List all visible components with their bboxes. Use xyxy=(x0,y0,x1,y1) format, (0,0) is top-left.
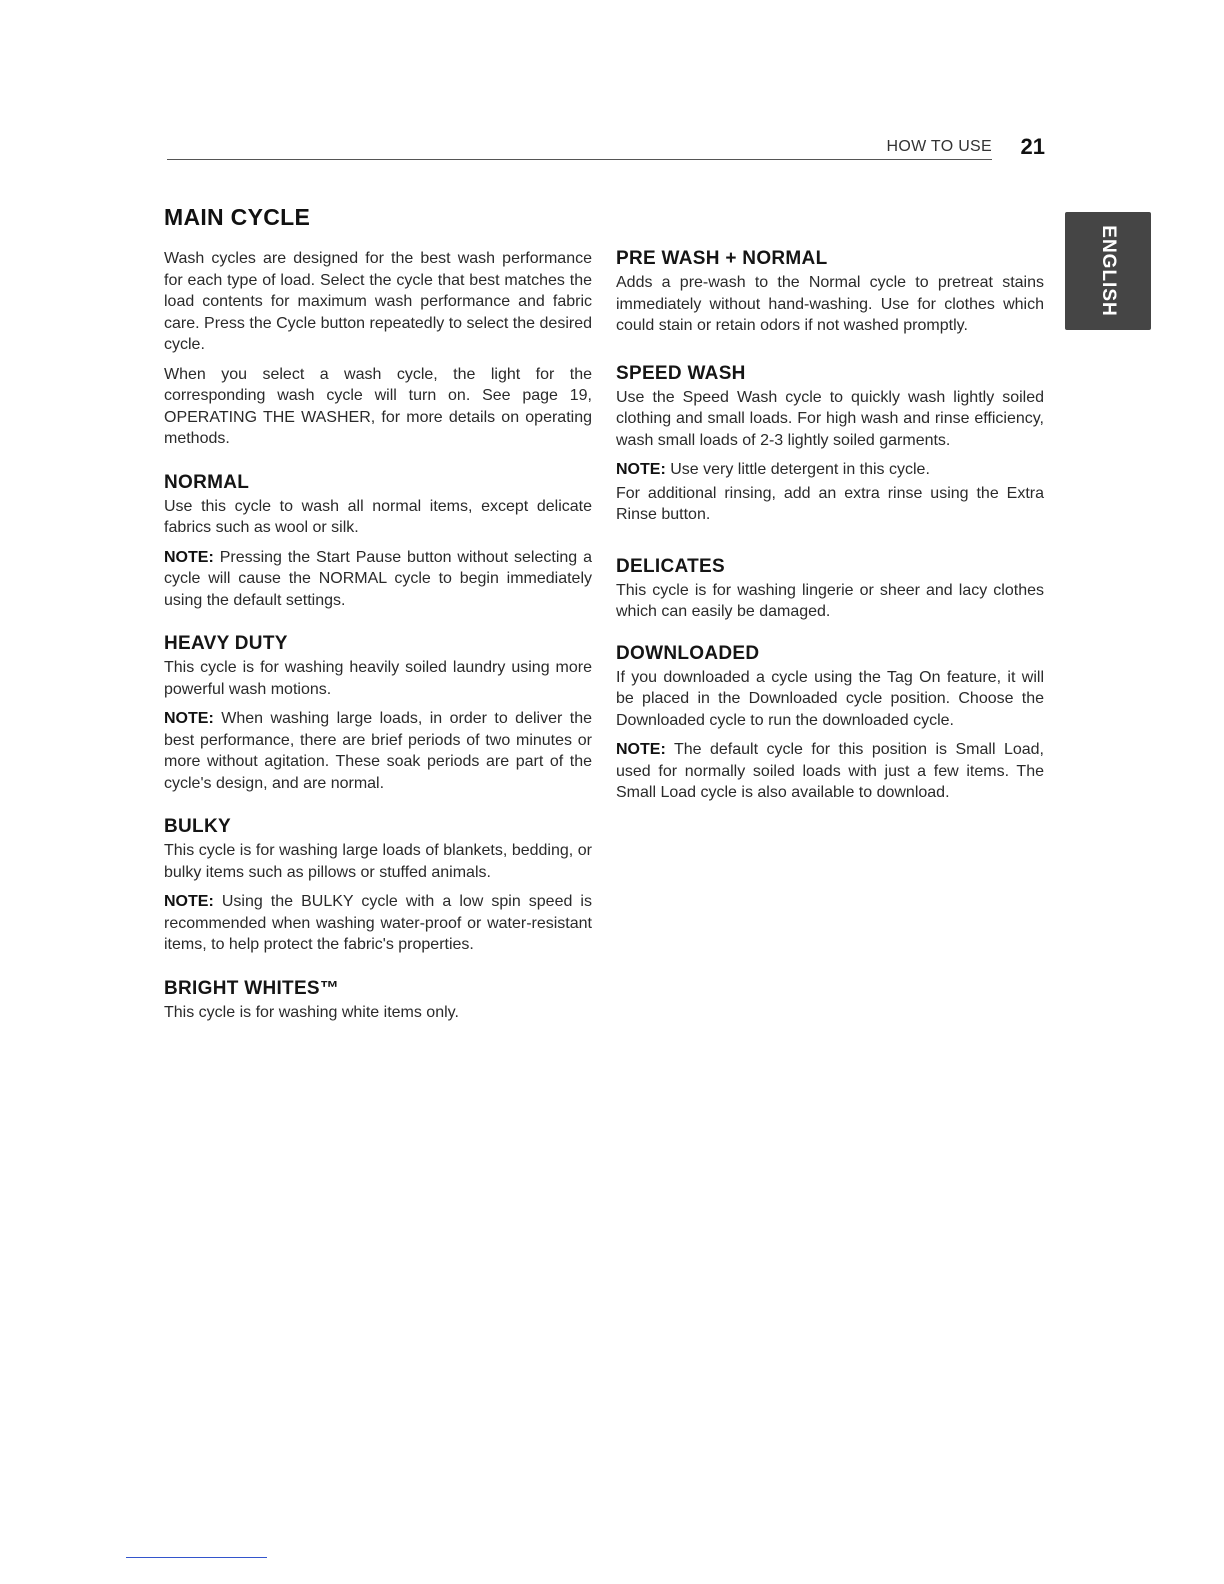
section-heavy-duty xyxy=(164,633,592,794)
section-body: If you downloaded a cycle using the Tag On feature, it will be placed in the Downloaded cycle position. Choose the Downloaded cycle to run the downloaded cycle. xyxy=(616,668,1044,729)
section-heading: PRE WASH + NORMAL xyxy=(616,248,828,269)
note-label: NOTE: xyxy=(616,461,666,478)
section-downloaded xyxy=(616,643,1044,804)
section-heading: DELICATES xyxy=(616,555,725,577)
header-section-title: HOW TO USE xyxy=(886,138,992,155)
section-body: Adds a pre-wash to the Normal cycle to pretreat stains immediately without hand-washing. Use for clothes which could stain or retain odors if not washed promptly. xyxy=(616,274,1044,334)
language-tab-label: ENGLISH xyxy=(1098,225,1119,317)
note-label: NOTE: xyxy=(164,710,214,727)
page-number: 21 xyxy=(1020,134,1045,159)
section-speed-wash xyxy=(616,363,1044,526)
note-text: Pressing the Start Pause button without selecting a cycle will cause the NORMAL cycle to begin immediately using the default settings. xyxy=(164,548,592,609)
note-text: Use very little detergent in this cycle. xyxy=(670,461,930,478)
left-column xyxy=(164,248,592,1031)
section-heading: NORMAL xyxy=(164,471,250,493)
section-heading: BULKY xyxy=(164,816,231,837)
section-body: This cycle is for washing heavily soiled laundry using more powerful wash motions. xyxy=(164,659,592,698)
section-body: This cycle is for washing lingerie or sheer and lacy clothes which can easily be damaged. xyxy=(616,581,1044,620)
section-bulky xyxy=(164,816,592,956)
section-note xyxy=(164,708,592,794)
section-note xyxy=(164,547,592,612)
section-heading: BRIGHT WHITES™ xyxy=(164,977,340,999)
section-note xyxy=(164,891,592,956)
section-body: Use this cycle to wash all normal items, except delicate fabrics such as wool or silk. xyxy=(164,497,592,536)
section-note xyxy=(616,739,1044,804)
section-heading: DOWNLOADED xyxy=(616,642,760,664)
language-tab xyxy=(1065,212,1151,330)
section-bright-whites xyxy=(164,978,592,1024)
right-column xyxy=(616,248,1044,812)
header-divider xyxy=(167,159,992,160)
note-label: NOTE: xyxy=(616,741,666,758)
bottom-link-underline xyxy=(126,1557,267,1558)
section-delicates xyxy=(616,556,1044,623)
note-label: NOTE: xyxy=(164,893,214,910)
section-extra: For additional rinsing, add an extra rinse using the Extra Rinse button. xyxy=(616,484,1044,523)
section-pre-wash-normal xyxy=(616,248,1044,337)
intro-paragraph-2: When you select a wash cycle, the light for the corresponding wash cycle will turn on. See page 19, OPERATING THE WASHER, for more details on operating methods. xyxy=(164,365,592,447)
section-body: This cycle is for washing large loads of blankets, bedding, or bulky items such as pillows or stuffed animals. xyxy=(164,842,592,881)
note-label: NOTE: xyxy=(164,548,214,566)
note-text: When washing large loads, in order to deliver the best performance, there are brief periods of two minutes or more without agitation. These soak periods are part of the cycle's design, and are normal. xyxy=(164,710,592,792)
section-normal xyxy=(164,472,592,612)
page-header xyxy=(167,134,1047,164)
note-text: Using the BULKY cycle with a low spin speed is recommended when washing water-proof or water-resistant items, to help protect the fabric's properties. xyxy=(164,893,592,953)
note-text: The default cycle for this position is Small Load, used for normally soiled loads with just a few items. The Small Load cycle is also available to download. xyxy=(616,741,1044,801)
section-note xyxy=(616,459,1044,481)
section-heading: HEAVY DUTY xyxy=(164,633,288,654)
section-body: Use the Speed Wash cycle to quickly wash lightly soiled clothing and small loads. For high wash and rinse efficiency, wash small loads of 2-3 lightly soiled garments. xyxy=(616,388,1044,449)
section-heading: SPEED WASH xyxy=(616,362,746,384)
intro-paragraph-1: Wash cycles are designed for the best wash performance for each type of load. Select the cycle that best matches the load contents for maximum wash performance and fabric care. Press the Cycle button repeatedly to select the desired cycle. xyxy=(164,250,592,353)
page-title: MAIN CYCLE xyxy=(164,204,311,230)
section-body: This cycle is for washing white items only. xyxy=(164,1003,459,1021)
